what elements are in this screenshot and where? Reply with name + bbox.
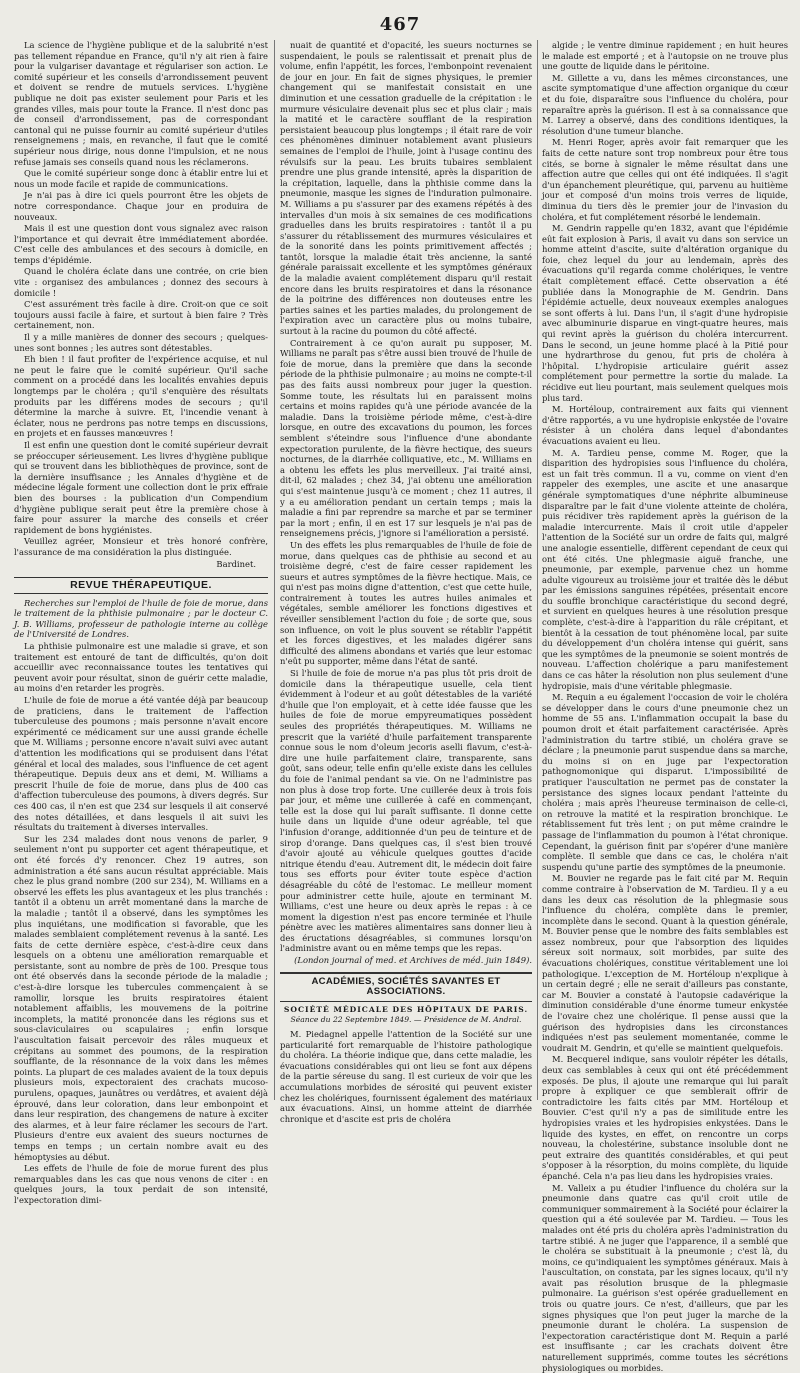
paragraph: Il est enfin une question dont le comité supérieur devrait se préoccuper sérieusement. Les livres d'hygiène publique qui se trouvent dans les bibliothèques de province, sont de la dernière insuffisance ; les Annales d'hygiène et de médecine légale forment une collection dont le prix effraie bien des bourses : la publication d'un Compendium d'hygiène publique serait peut être la première chose à faire pour assurer la marche des conseils et créer rapidement de bons hygiénistes. (14, 439, 268, 535)
paragraph: M. Gendrin rappelle qu'en 1832, avant que l'épidémie eût fait explosion à Paris, il avait vu dans son service un homme atteint d'ascite, suite d'altération organique du foie, chez lequel du jour au lendemain, après des évacuations qu'il regarda comme cholériques, le ventre était complètement effacé. Cette observation a été publiée dans la Monographie de M. Gendrin. Dans l'épidémie actuelle, deux nouveaux exemples analogues se sont offerts à lui. Dans l'un, il s'agit d'une hydropisie avec albuminurie disparue en vingt-quatre heures, mais qui revint après la guérison du choléra intercurrent. Dans le second, un jeune homme placé à la Pitié pour une hydrarthrose du genou, fut pris de choléra à l'hôpital. L'hydropisie articulaire guérit assez complétement pour permettre la sortie du malade. La récidive eut lieu pourtant, mais seulement quelques mois plus tard. (542, 223, 788, 403)
paragraph: La science de l'hygiène publique et de la salubrité n'est pas tellement répandue en France, qu'il n'y ait rien à faire pour la vulgariser davantage et régulariser son action. Le comité supérieur et les conseils d'arrondissement peuvent et doivent se rendre de mutuels services. L'hygiène publique ne doit pas exister seulement pour Paris et les grandes villes, mais pour toute la France. Il n'est donc pas de conseil d'arrondissement, pas de correspondant cantonal qui ne puisse fournir au comité supérieur d'utiles renseignemens ; mais, en revanche, il faut que le comité supérieur nous dirige, nous donne l'impulsion, et ne nous refuse jamais ses conseils quand nous les réclamerons. (14, 40, 268, 167)
paragraph: L'huile de foie de morue a été vantée déjà par beaucoup de praticiens, dans le traitement de l'affection tuberculeuse des poumons ; mais personne n'avait encore expérimenté ce médicament sur une aussi grande échelle que M. Williams ; personne encore n'avait suivi avec autant d'attention les modifications qui se produisent dans l'état général et local des malades, sous l'influence de cet agent thérapeutique. Depuis deux ans et demi, M. Williams a prescrit l'huile de foie de morue, dans plus de 400 cas d'affection tuberculeuse des poumons, à divers degrés. Sur ces 400 cas, il n'en est que 234 sur lesquels il ait conservé des notes détaillées, et dans lesquels il ait suivi les résultats du traitement à diverses intervalles. (14, 695, 268, 833)
article-continuation (280, 40, 532, 954)
column-divider (537, 40, 538, 1100)
article-body (14, 641, 268, 1205)
article-intro: Recherches sur l'emploi de l'huile de foie de morue, dans le traitement de la phthisie pulmonaire ; par le docteur C. J. B. Williams, professeur de pathologie interne au collège de l'Université de Londres. (14, 597, 268, 640)
paragraph: M. Hortéloup, contrairement aux faits qui viennent d'être rapportés, a vu une hydropisie enkystée de l'ovaire résister à un choléra dans lequel d'abondantes évacuations avaient eu lieu. (542, 404, 788, 446)
paragraph: M. A. Tardieu pense, comme M. Roger, que la disparition des hydropisies sous l'influence du choléra, est un fait très commun. Il a vu, comme on vient d'en rappeler des exemples, une ascite et une anasarque générale symptomatiques d'une néphrite albumineuse disparaître par le fait d'une violente atteinte de choléra, puis récidiver très rapidement après la guérison de la maladie intercurrente. Mais il croit utile d'appeler l'attention de la Société sur un ordre de faits qui, malgré une analogie essentielle, diffèrent cependant de ceux qui ont été cités. Une phlegmasie aiguë franche, une pneumonie, par exemple, parvenue chez un homme adulte vigoureux au troisième jour et traitée dès le début par les émissions sanguines répétées, présentait encore du souffle bronchique caractéristique du second degré, et survient en quelques heures à une résolution presque complète, c'est-à-dire à l'apparition du râle crépitant, et bientôt à la cessation de tout phénomène local, par suite du développement d'un choléra intense qui guérit, sans que les symptômes de la pneumonie se soient montrés de nouveau. L'affection cholérique a paru manifestement dans ce cas hâter la résolution non plus seulement d'une hydropisie, mais d'une véritable phlegmasie. (542, 447, 788, 691)
page-number: 467 (379, 14, 421, 35)
column-left (14, 40, 268, 1205)
section-title-academies: ACADÉMIES, SOCIÉTÉS SAVANTES ET ASSOCIATIONS. (280, 972, 532, 1002)
paragraph: nuait de quantité et d'opacité, les sueurs nocturnes se suspendaient, le pouls se ralentissait et prenait plus de volume, enfin l'appétit, les forces, l'embonpoint revenaient de jour en jour. En fait de signes physiques, le premier changement qui se manifestait consistait en une diminution et une cessation graduelle de la crépitation : le murmure vésiculaire devenait plus sec et plus clair ; mais la matité et le caractère soufflant de la respiration persistaient beaucoup plus longtemps ; il était rare de voir ces phénomènes diminuer notablement avant plusieurs semaines de l'emploi de l'huile, joint à l'usage continu des révulsifs sur la peau. Les bruits tubaires semblaient prendre une plus grande intensité, après la disparition de la crépitation, laquelle, dans la phthisie comme dans la pneumonie, masque les signes de l'induration pulmonaire. M. Williams a pu s'assurer par des examens répétés à des intervalles d'un mois à six semaines de ces modifications graduelles dans les bruits respiratoires : tantôt il a pu s'assurer du rétablissement des murmures vésiculaires et de la sonorité dans les points primitivement affectés ; tantôt, lorsque la maladie était très ancienne, la santé générale paraissait excellente et les symptômes généraux de la maladie avaient complétement disparu qu'il restait encore dans les bruits respiratoires et dans la résonance de la poitrine des différences non douteuses entre les parties saines et les parties malades, du prolongement de l'expiration avec un caractère plus ou moins tubaire, surtout à la racine du poumon du côté affecté. (280, 40, 532, 337)
paragraph: Les effets de l'huile de foie de morue furent des plus remarquables dans les cas que nous venons de citer : en quelques jours, la toux perdait de son intensité, l'expectoration dimi- (14, 1163, 268, 1205)
paragraph: Eh bien ! il faut profiter de l'expérience acquise, et nul ne peut le faire que le comité supérieur. Qu'il sache comment on a procédé dans les localités envahies depuis longtemps par le choléra ; qu'il s'enquière des résultats produits par les différens modes de secours ; qu'il détermine la marche à suivre. Et, l'incendie venant à éclater, nous ne perdrons pas notre temps en discussions, en projets et en fausses manœuvres ! (14, 354, 268, 439)
paragraph: M. Piedagnel appelle l'attention de la Société sur une particularité fort remarquable de l'histoire pathologique du choléra. La théorie indique que, dans cette maladie, les évacuations considérables qui ont lieu se font aux dépens de la partie séreuse du sang. Il est curieux de voir que les accumulations morbides de sérosité qui peuvent exister chez les cholériques, fournissent également des matériaux aux évacuations. Ainsi, un homme atteint de diarrhée chronique et d'ascite est pris de choléra (280, 1029, 532, 1124)
paragraph: M. Valleix a pu étudier l'influence du choléra sur la pneumonie dans quatre cas qu'il croit utile de communiquer sommairement à la Société pour éclairer la question qui a été soulevée par M. Tardieu. — Tous les malades ont été pris du choléra après l'administration du tartre stibié. À ne juger que l'apparence, il a semblé que le choléra se substituait à la pneumonie ; c'est là, du moins, ce qu'indiquaient les symptômes généraux. Mais à l'auscultation, on constata, par les signes locaux, qu'il n'y avait pas résolution brusque de la phlegmasie pulmonaire. La guérison s'est opérée graduellement en trois ou quatre jours. Ce n'est, d'ailleurs, que par les signes physiques que l'on peut juger la marche de la pneumonie durant le choléra. La suspension de l'expectoration caractéristique dont M. Requin a parlé est insuffisante ; car les crachats doivent être naturellement supprimés, comme toutes les sécrétions physiologiques ou morbides. (542, 1182, 788, 1373)
article-source: (London journal of med. et Archives de méd. juin 1849). (294, 955, 532, 966)
section-title-revue-therapeutique: REVUE THÉRAPEUTIQUE. (14, 577, 268, 594)
paragraph: Si l'huile de foie de morue n'a pas plus tôt pris droit de domicile dans la thérapeutique usuelle, cela tient évidemment à l'odeur et au goût détestables de la variété d'huile que l'on employait, et à cette idée fausse que les huiles de foie de morue empyreumatiques possèdent seules des propriétés thérapeutiques. M. Williams ne prescrit que la variété d'huile parfaitement transparente connue sous le nom d'oleum jecoris aselli flavum, c'est-à-dire une huile parfaitement claire, transparente, sans goût, sans odeur, telle enfin qu'elle existe dans les cellules du foie de l'animal pendant sa vie. On ne l'administre pas non plus à dose trop forte. Une cuillerée deux à trois fois par jour, et même une cuillerée à café en commençant, telle est la dose qui lui paraît suffisante. Il donne cette huile dans un liquide d'une odeur agréable, tel que l'infusion d'orange, additionnée d'un peu de teinture et de sirop d'orange. Dans quelques cas, il s'est bien trouvé d'avoir ajouté au véhicule quelques gouttes d'acide nitrique étendu d'eau. Autrement dit, le médecin doit faire tous ses efforts pour éviter toute espèce d'action désagréable du côté de l'estomac. Le meilleur moment pour administrer cette huile, ajoute en terminant M. Williams, c'est une heure ou deux après le repas : à ce moment la digestion n'est pas encore terminée et l'huile pénètre avec les matières alimentaires sans donner lieu à des éructations désagréables, si communes lorsqu'on l'administre avant ou en même temps que les repas. (280, 668, 532, 954)
society-name: SOCIÉTÉ MÉDICALE DES HÔPITAUX DE PARIS. (283, 1004, 529, 1014)
seance-line: Séance du 22 Septembre 1849. — Présidence de M. Andral. (290, 1015, 522, 1025)
paragraph: Que le comité supérieur songe donc à établir entre lui et nous un mode facile et rapide de communications. (14, 168, 268, 189)
paragraph: Sur les 234 malades dont nous venons de parler, 9 seulement n'ont pu supporter cet agent thérapeutique, et ont été forcés d'y renoncer. Chez 19 autres, son administration a été sans aucun résultat appréciable. Mais chez le plus grand nombre (200 sur 234), M. Williams en a observé les effets les plus avantageux et les plus tranchés : tantôt il a obtenu un arrêt momentané dans la marche de la maladie ; tantôt il a observé, dans les symptômes les plus inquiétans, une modification si favorable, que les malades semblaient complétement revenus à la santé. Les faits de cette dernière espèce, c'est-à-dire ceux dans lesquels on a obtenu une amélioration remarquable et persistante, sont au nombre de près de 100. Presque tous ont été observés dans la seconde période de la maladie ; c'est-à-dire lorsque les tubercules commençaient à se ramollir, lorsque les bruits respiratoires étaient notablement affaiblis, les mouvemens de la poitrine incomplets, la matité prononcée dans les régions sus et sous-claviculaires ou scapulaires ; enfin lorsque l'auscultation faisait percevoir des râles muqueux et crépitans au sommet des poumons, de la respiration soufflante, de la résonnance de la voix dans les mêmes points. La plupart de ces malades avaient de la toux depuis plusieurs mois, expectoraient des crachats mucoso-purulens, opaques, jaunâtres ou verdâtres, et avaient déjà éprouvé, dans leur coloration, dans leur embonpoint et dans leur respiration, des changemens de nature à exciter des alarmes, et à leur faire réclamer les secours de l'art. Plusieurs d'entre eux avaient des sueurs nocturnes de temps en temps ; un certain nombre avait eu des hémoptysies au début. (14, 833, 268, 1162)
paragraph: Veuillez agréer, Monsieur et très honoré confrère, l'assurance de ma considération la plus distinguée. (14, 536, 268, 557)
column-right (542, 40, 788, 1373)
letter-body (14, 40, 268, 558)
letter-signature: Bardinet. (216, 558, 256, 569)
society-report-continuation (542, 40, 788, 1373)
paragraph: Contrairement à ce qu'on aurait pu supposer, M. Williams ne paraît pas s'être aussi bien trouvé de l'huile de foie de morue, dans la première que dans la seconde période de la phthisie pulmonaire ; au moins ne compte-t-il pas des faits aussi nombreux pour juger la question. Somme toute, les résultats lui en paraissent moins certains et moins rapides qu'à une période avancée de la maladie. Dans la troisième période même, c'est-à-dire lorsque, en outre des excavations du poumon, les forces semblent s'éteindre sous l'influence d'une abondante expectoration purulente, de la fièvre hectique, des sueurs nocturnes, de la diarrhée colliquative, etc., M. Williams en a obtenu les effets les plus merveilleux. J'ai traité ainsi, dit-il, 62 malades ; chez 34, j'ai obtenu une amélioration qui s'est maintenue jusqu'à ce moment ; chez 11 autres, il y a eu amélioration pendant un certain temps ; mais la maladie a fini par reprendre sa marche et par se terminer par la mort ; enfin, il en est 17 sur lesquels je n'ai pas de renseignemens précis, j'ignore si l'amélioration a persisté. (280, 337, 532, 539)
paragraph: Mais il est une question dont vous signalez avec raison l'importance et qui devrait être immédiatement abordée. C'est celle des ambulances et des secours à domicile, en temps d'épidémie. (14, 223, 268, 265)
paragraph: Un des effets les plus remarquables de l'huile de foie de morue, dans quelques cas de phthisie au second et au troisième degré, c'est de faire cesser rapidement les sueurs et autres symptômes de la fièvre hectique. Mais, ce qui n'est pas moins digne d'attention, c'est que cette huile, contrairement à toutes les autres huiles animales et végétales, semble améliorer les fonctions digestives et réveiller sensiblement l'action du foie ; de sorte que, sous son influence, on voit le plus souvent se rétablir l'appétit et les forces digestives, et les malades digérer sans difficulté des alimens abondans et variés que leur estomac n'eût pu supporter, même dans l'état de santé. (280, 539, 532, 667)
paragraph: Il y a mille manières de donner des secours ; quelques-unes sont bonnes ; les autres sont détestables. (14, 332, 268, 353)
column-divider (274, 40, 275, 1100)
paragraph: algide ; le ventre diminue rapidement ; en huit heures le malade est emporté ; et à l'autopsie on ne trouve plus une goutte de liquide dans le péritoine. (542, 40, 788, 72)
paragraph: La phthisie pulmonaire est une maladie si grave, et son traitement est entouré de tant de difficultés, qu'on doit accueillir avec reconnaissance toutes les tentatives qui peuvent avoir pour résultat, sinon de guérir cette maladie, au moins d'en retarder les progrès. (14, 641, 268, 694)
society-report (280, 1029, 532, 1124)
paragraph: M. Bouvier ne regarde pas le fait cité par M. Requin comme contraire à l'observation de M. Tardieu. Il y a eu dans les deux cas résolution de la phlegmasie sous l'influence du choléra, complète dans le premier, incomplète dans le second. Quant à la question générale, M. Bouvier pense que le nombre des faits semblables est assez nombreux, pour que l'absorption des liquides séreux soit normaux, soit morbides, par suite des évacuations cholériques, constitue véritablement une loi pathologique. L'exception de M. Hortéloup n'explique à un certain degré ; elle ne serait d'ailleurs pas constante, car M. Bouvier a constaté à l'autopsie cadavérique la diminution considérable d'une énorme tumeur enkystée de l'ovaire chez une cholérique. Il pense aussi que la guérison des hydropisies dans les circonstances indiquées n'est pas seulement momentanée, comme le voudrait M. Gendrin, et qu'elle se maintient quelquefois. (542, 873, 788, 1053)
paragraph: M. Gillette a vu, dans les mêmes circonstances, une ascite symptomatique d'une affection organique du cœur et du foie, disparaître sous l'influence du choléra, pour reparaître après la guérison. Il est à sa connaissance que M. Larrey a observé, dans des conditions identiques, la résolution d'une tumeur blanche. (542, 72, 788, 136)
paragraph: M. Henri Roger, après avoir fait remarquer que les faits de cette nature sont trop nombreux pour être tous cités, se borne à signaler le même résultat dans une affection autre que celles qui ont été indiquées. Il s'agit d'un épanchement pleurétique, qui, parvenu au huitième jour et composé d'un moins trois verres de liquide, diminua du tiers dès le premier jour de l'invasion du choléra, et fut complétement résorbé le lendemain. (542, 137, 788, 222)
paragraph: Je n'ai pas à dire ici quels pourront être les objets de notre correspondance. Chaque jour en produira de nouveaux. (14, 190, 268, 222)
paragraph: Quand le choléra éclate dans une contrée, on crie bien vite : organisez des ambulances ; donnez des secours à domicile ! (14, 266, 268, 298)
paragraph: M. Becquerel indique, sans vouloir répéter les détails, deux cas semblables à ceux qui ont été précédemment exposés. De plus, il ajoute une remarque qui lui paraît propre à expliquer ce que semblerait offrir de contradictoire les faits cités par MM. Hortéloup et Bouvier. C'est qu'il n'y a pas de similitude entre les hydropisies vraies et les hydropisies enkystées. Dans le liquide des kystes, en effet, on rencontre un corps nouveau, la cholestérine, substance insoluble dont ne peut extraire des quantités considérables, et qui peut s'opposer à la résorption, du moins complète, du liquide épanché. Cela n'a pas lieu dans les hydropisies vraies. (542, 1054, 788, 1181)
paragraph: C'est assurément très facile à dire. Croit-on que ce soit toujours aussi facile à faire, et surtout à bien faire ? Très certainement, non. (14, 299, 268, 331)
column-middle (280, 40, 532, 1124)
paragraph: M. Requin a eu également l'occasion de voir le choléra se développer dans le cours d'une pneumonie chez un homme de 55 ans. L'inflammation occupait la base du poumon droit et était parfaitement caractérisée. Après l'administration du tartre stibié, un choléra grave se déclare ; la pneumonie parut suspendue dans sa marche, du moins si on en juge par l'expectoration pathognomonique qui disparut. L'impossibilité de pratiquer l'auscultation ne permet pas de constater la persistance des signes locaux pendant l'atteinte du choléra ; mais après l'heureuse terminaison de celle-ci, on retrouve la matité et la respiration bronchique. Le rétablissement fut très lent ; on put même craindre le passage de l'inflammation du poumon à l'état chronique. Cependant, la guérison finit par s'opérer d'une manière complète. Il semble que dans ce cas, le choléra n'ait suspendu qu'une partie des symptômes de la pneumonie. (542, 692, 788, 872)
